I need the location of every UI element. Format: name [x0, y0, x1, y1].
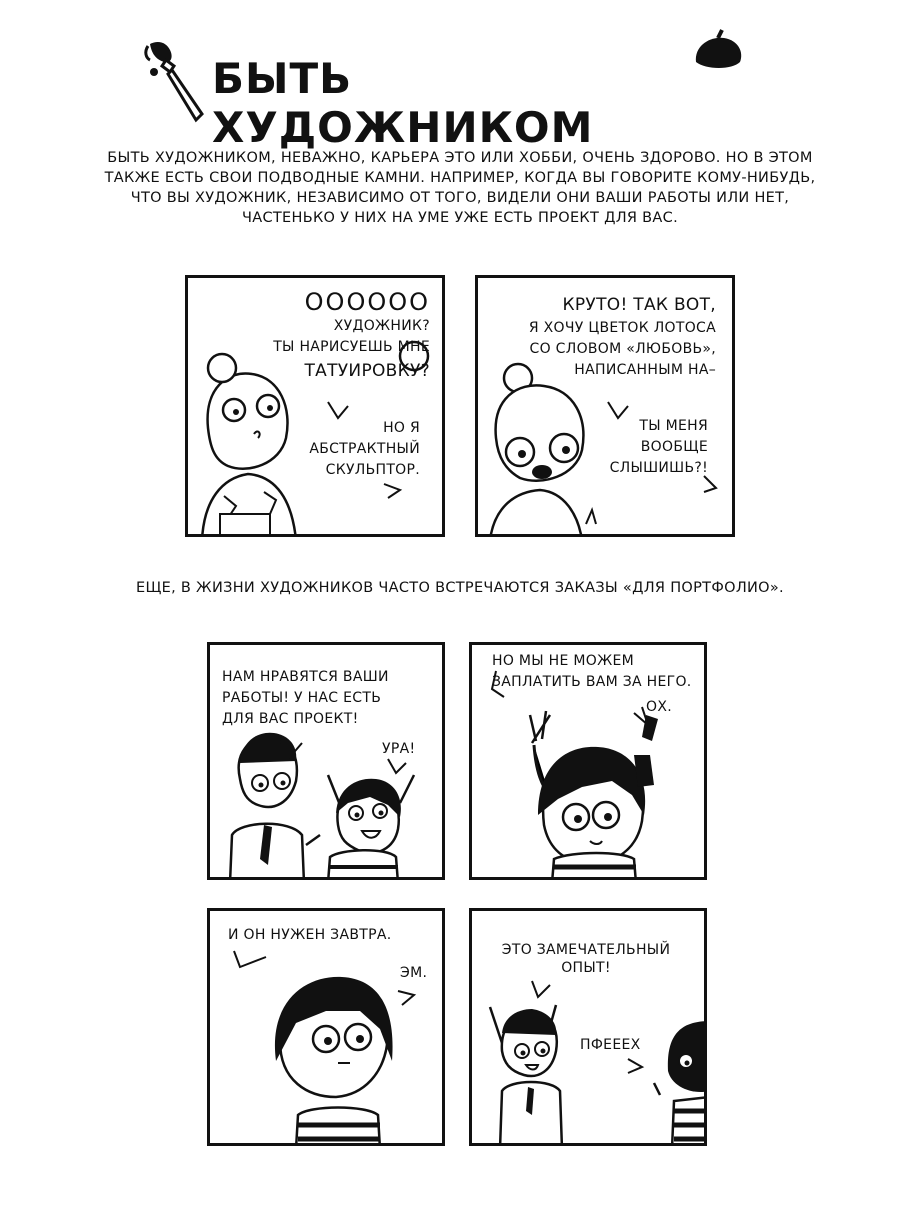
speech-bubble — [494, 292, 716, 381]
speech-line: ТЫ НАРИСУЕШЬ МНЕ — [273, 339, 430, 355]
intro-line: БЫТЬ ХУДОЖНИКОМ, НЕВАЖНО, КАРЬЕРА ЭТО ИЛИ ХОББИ, ОЧЕНЬ ЗДОРОВО. НО В ЭТОМ — [107, 150, 813, 166]
speech-line: НО МЫ НЕ МОЖЕМ — [492, 653, 635, 669]
header — [0, 28, 920, 152]
speech-line: ДЛЯ ВАС ПРОЕКТ! — [222, 711, 359, 727]
reply-line: ТЫ МЕНЯ — [639, 418, 708, 434]
reply-bubble: ПФЕЕЕХ — [580, 1037, 641, 1053]
speech-line: НАМ НРАВЯТСЯ ВАШИ — [222, 669, 389, 685]
reply-bubble: УРА! — [382, 741, 416, 757]
speech-line: ОООООО — [304, 288, 430, 316]
intro-line: ЧАСТЕНЬКО У НИХ НА УМЕ УЖЕ ЕСТЬ ПРОЕКТ ДЛЯ ВАС. — [242, 210, 678, 226]
intro-text — [50, 148, 870, 228]
speech-line: ТАТУИРОВКУ? — [304, 361, 430, 381]
speech-bubble — [222, 667, 432, 730]
comic-panel-1 — [185, 275, 445, 537]
speech-line: СО СЛОВОМ «ЛЮБОВЬ», — [529, 341, 716, 357]
panel-5-drawing — [210, 911, 445, 1146]
intro-line: ЧТО ВЫ ХУДОЖНИК, НЕЗАВИСИМО ОТ ТОГО, ВИДЕЛИ ОНИ ВАШИ РАБОТЫ ИЛИ НЕТ, — [130, 190, 790, 206]
reply-line: СЛЫШИШЬ?! — [609, 460, 708, 476]
speech-line: ЗАПЛАТИТЬ ВАМ ЗА НЕГО. — [492, 674, 692, 690]
reply-line: ВООБЩЕ — [640, 439, 708, 455]
reply-bubble — [292, 418, 420, 481]
intro-line: ТАКЖЕ ЕСТЬ СВОИ ПОДВОДНЫЕ КАМНИ. НАПРИМЕР, КОГДА ВЫ ГОВОРИТЕ КОМУ-НИБУДЬ, — [104, 170, 816, 186]
speech-line: ОПЫТ! — [561, 960, 611, 976]
speech-line: НАПИСАННЫМ НА– — [574, 362, 716, 378]
paintbrush-icon — [140, 36, 220, 126]
beret-icon — [688, 28, 748, 88]
comic-panel-6 — [469, 908, 707, 1146]
page-title: БЫТЬ ХУДОЖНИКОМ — [212, 54, 594, 152]
speech-bubble — [268, 288, 430, 384]
speech-line: Я ХОЧУ ЦВЕТОК ЛОТОСА — [528, 320, 716, 336]
comic-panel-4 — [469, 642, 707, 880]
speech-line: РАБОТЫ! У НАС ЕСТЬ — [222, 690, 382, 706]
reply-bubble: ЭМ. — [400, 965, 428, 981]
speech-bubble — [486, 941, 686, 977]
middle-caption: ЕЩЕ, В ЖИЗНИ ХУДОЖНИКОВ ЧАСТО ВСТРЕЧАЮТСЯ ЗАКАЗЫ «ДЛЯ ПОРТФОЛИО». — [136, 580, 784, 596]
speech-bubble: И ОН НУЖЕН ЗАВТРА. — [228, 927, 392, 943]
reply-line: СКУЛЬПТОР. — [325, 462, 420, 478]
speech-bubble — [492, 651, 704, 693]
speech-line: ХУДОЖНИК? — [333, 318, 430, 334]
reply-bubble: ОХ. — [646, 699, 672, 715]
reply-line: НО Я — [383, 420, 420, 436]
reply-line: АБСТРАКТНЫЙ — [309, 441, 420, 457]
comic-panel-5 — [207, 908, 445, 1146]
reply-bubble — [598, 416, 708, 479]
comic-panel-2 — [475, 275, 735, 537]
speech-line: ЭТО ЗАМЕЧАТЕЛЬНЫЙ — [501, 942, 671, 958]
comic-panel-3 — [207, 642, 445, 880]
speech-line: КРУТО! ТАК ВОТ, — [562, 295, 716, 315]
